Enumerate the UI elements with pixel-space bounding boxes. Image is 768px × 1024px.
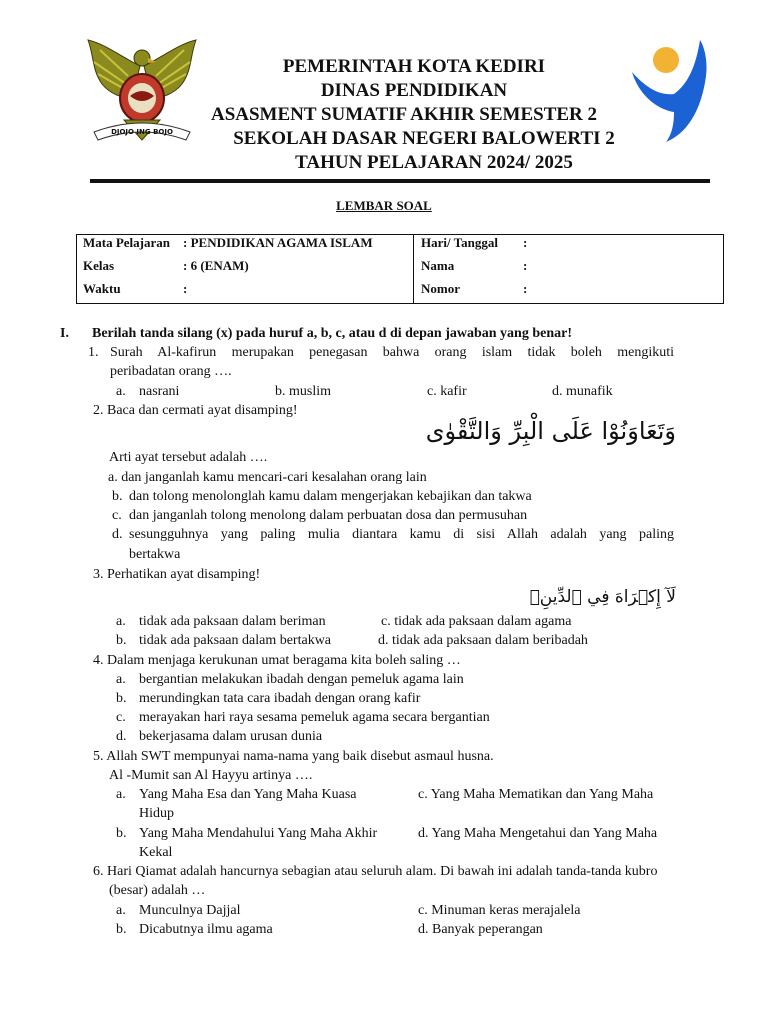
- q3-option-c: c. tidak ada paksaan dalam agama: [381, 614, 572, 629]
- q1-option-a-letter: a.: [116, 384, 126, 399]
- q6-text-line1: 6. Hari Qiamat adalah hancurnya sebagian atau seluruh alam. Di bawah ini adalah tanda-tanda kubro: [93, 864, 658, 879]
- q4-option-b-letter: b.: [116, 691, 127, 706]
- section-number: I.: [60, 326, 69, 341]
- q2-text: 2. Baca dan cermati ayat disamping!: [93, 403, 298, 418]
- q4-option-a: bergantian melakukan ibadah dengan pemeluk agama lain: [139, 672, 464, 687]
- q2-option-d-line1: sesungguhnya yang paling mulia diantara kamu di sisi Allah adalah yang paling: [129, 527, 674, 542]
- q6-option-a: Munculnya Dajjal: [139, 903, 241, 918]
- header-line-government: PEMERINTAH KOTA KEDIRI: [282, 56, 546, 77]
- q3-option-a-letter: a.: [116, 614, 126, 629]
- hari-label: Hari/ Tanggal: [421, 235, 498, 250]
- q1-option-c: c. kafir: [427, 384, 467, 399]
- q2-option-d-letter: d.: [112, 527, 123, 542]
- q5-text: 5. Allah SWT mempunyai nama-nama yang baik disebut asmaul husna.: [93, 749, 494, 764]
- q3-option-b-letter: b.: [116, 633, 127, 648]
- q5-option-c-line2: Hidup: [139, 806, 174, 821]
- q2-option-a: a. dan janganlah kamu mencari-cari kesalahan orang lain: [108, 470, 427, 485]
- q3-option-d: d. tidak ada paksaan dalam beribadah: [378, 633, 588, 648]
- nomor-label: Nomor: [421, 281, 460, 296]
- q2-option-c: dan janganlah tolong menolong dalam perbuatan dosa dan permusuhan: [129, 508, 528, 523]
- q2-option-b-letter: b.: [112, 489, 123, 504]
- q5-option-c-line1: c. Yang Maha Mematikan dan Yang Maha: [418, 787, 654, 802]
- q5-option-b-letter: b.: [116, 826, 127, 841]
- q1-text-line2: peribadatan orang ….: [110, 364, 232, 379]
- section-instruction: Berilah tanda silang (x) pada huruf a, b, c, atau d di depan jawaban yang benar!: [92, 326, 572, 341]
- header-line-school: SEKOLAH DASAR NEGERI BALOWERTI 2: [233, 128, 615, 149]
- header-line-exam: ASASMENT SUMATIF AKHIR SEMESTER 2: [210, 104, 598, 125]
- waktu-label: Waktu: [83, 281, 121, 296]
- emblem-motto: DJOJO ING BOJO: [111, 128, 173, 136]
- q4-option-c: merayakan hari raya sesama pemeluk agama secara bergantian: [139, 710, 490, 725]
- q4-option-b: merundingkan tata cara ibadah dengan orang kafir: [139, 691, 421, 706]
- q4-text: 4. Dalam menjaga kerukunan umat beragama kita boleh saling …: [93, 653, 461, 668]
- q2-prompt: Arti ayat tersebut adalah ….: [109, 450, 268, 465]
- q5-prompt: Al -Mumit san Al Hayyu artinya ….: [109, 768, 313, 783]
- header-divider: [90, 179, 710, 183]
- hari-value: :: [523, 235, 528, 250]
- student-info-box: [76, 234, 724, 304]
- nama-label: Nama: [421, 258, 455, 273]
- q3-option-a: tidak ada paksaan dalam beriman: [139, 614, 326, 629]
- q2-arabic-verse: وَتَعَاوَنُوْا عَلَى الْبِرِّ وَالتَّقْوٰى: [425, 417, 676, 445]
- q3-arabic-verse: لَآ إِكۡرَاهَ فِي ٱلدِّينِۖ: [529, 587, 676, 607]
- q5-option-d-line2: Kekal: [139, 845, 173, 860]
- info-divider: [413, 235, 414, 303]
- kelas-label: Kelas: [83, 258, 115, 273]
- q2-option-d-line2: bertakwa: [129, 547, 181, 562]
- q4-option-c-letter: c.: [116, 710, 126, 725]
- q5-option-d-line1: d. Yang Maha Mengetahui dan Yang Maha: [418, 826, 658, 841]
- q4-option-d-letter: d.: [116, 729, 127, 744]
- q1-option-b: b. muslim: [275, 384, 332, 399]
- q6-option-b-letter: b.: [116, 922, 127, 937]
- q5-option-a: Yang Maha Esa dan Yang Maha Kuasa: [139, 787, 357, 802]
- kelas-value: : 6 (ENAM): [183, 258, 249, 273]
- q1-option-d: d. munafik: [552, 384, 613, 399]
- q5-option-b: Yang Maha Mendahului Yang Maha Akhir: [139, 826, 378, 841]
- sheet-title: LEMBAR SOAL: [336, 198, 432, 213]
- q2-option-b: dan tolong menolonglah kamu dalam mengerjakan kebajikan dan takwa: [129, 489, 532, 504]
- waktu-value: :: [183, 281, 188, 296]
- q1-number: 1.: [88, 345, 99, 360]
- mapel-label: Mata Pelajaran: [83, 235, 171, 250]
- q4-option-d: bekerjasama dalam urusan dunia: [139, 729, 323, 744]
- q6-option-b: Dicabutnya ilmu agama: [139, 922, 273, 937]
- q3-option-b: tidak ada paksaan dalam bertakwa: [139, 633, 332, 648]
- q3-text: 3. Perhatikan ayat disamping!: [93, 567, 261, 582]
- q6-option-d: d. Banyak peperangan: [418, 922, 543, 937]
- q6-option-a-letter: a.: [116, 903, 126, 918]
- q1-text-line1: Surah Al-kafirun merupakan penegasan bahwa orang islam tidak boleh mengikuti: [110, 345, 674, 360]
- q4-option-a-letter: a.: [116, 672, 126, 687]
- header-line-year: TAHUN PELAJARAN 2024/ 2025: [295, 152, 573, 173]
- q1-option-a: nasrani: [139, 384, 180, 399]
- nama-value: :: [523, 258, 528, 273]
- q6-option-c: c. Minuman keras merajalela: [418, 903, 581, 918]
- nomor-value: :: [523, 281, 528, 296]
- q6-text-line2: (besar) adalah …: [109, 883, 206, 898]
- q2-option-c-letter: c.: [112, 508, 122, 523]
- header-line-department: DINAS PENDIDIKAN: [320, 80, 508, 101]
- mapel-value: : PENDIDIKAN AGAMA ISLAM: [183, 235, 373, 250]
- q5-option-a-letter: a.: [116, 787, 126, 802]
